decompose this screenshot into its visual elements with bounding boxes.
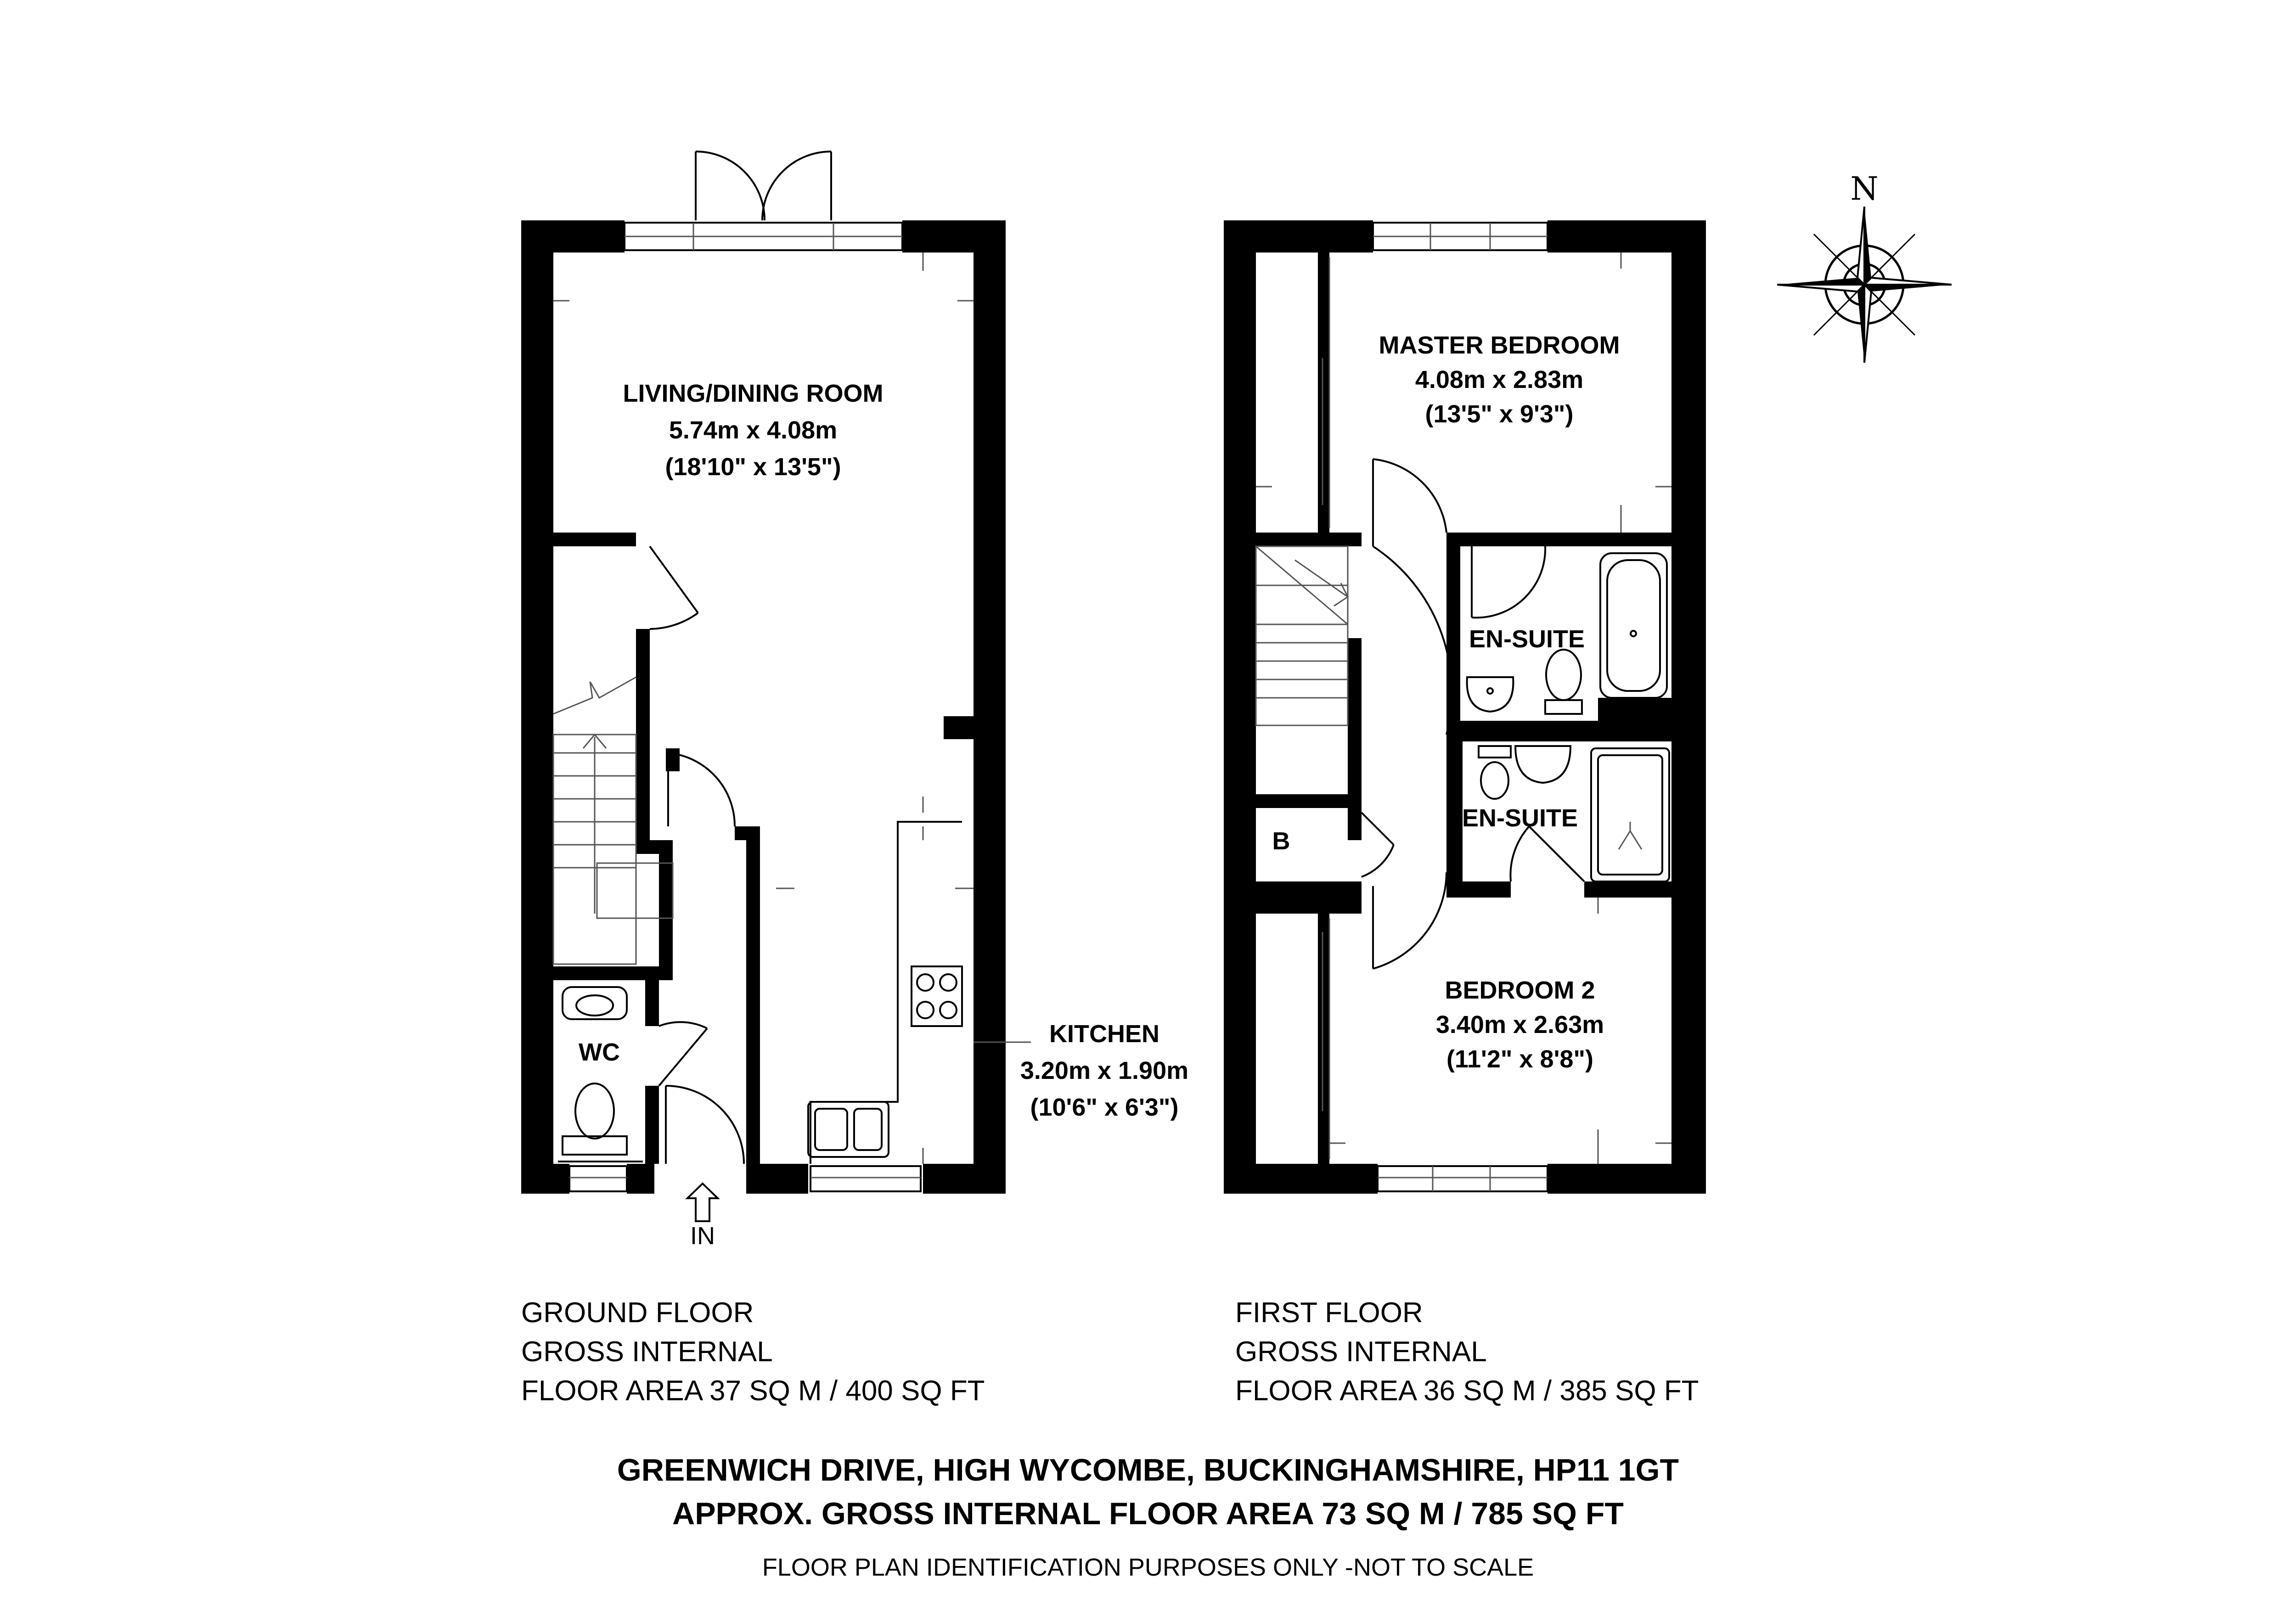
first-wall-cupboard-right — [1348, 808, 1362, 840]
bedroom2-window — [1378, 1166, 1548, 1191]
ground-outer-wall-right — [974, 220, 1006, 1194]
first-wall-ensuite1-top — [1446, 533, 1704, 546]
first-outer-wall-left — [1224, 220, 1256, 1194]
ground-outer-wall-left — [521, 220, 553, 1194]
entrance-label: IN — [690, 1222, 715, 1250]
first-wall-cupboard-top — [1224, 794, 1362, 808]
cupboard-b-door — [1362, 813, 1394, 877]
ensuite1-door — [1472, 546, 1545, 617]
kitchen-units — [808, 822, 962, 1191]
first-wall-stair-right — [1348, 638, 1362, 794]
ground-outer-wall-top-right — [902, 220, 1006, 253]
ground-outer-wall-bottom-a — [521, 1164, 569, 1194]
ground-staircase — [553, 677, 673, 964]
shower-icon — [1591, 748, 1669, 881]
sink-icon — [808, 1102, 889, 1157]
ground-floor-caption-line1: GROUND FLOOR — [521, 1297, 754, 1329]
internal-wall-wc-top — [521, 966, 673, 980]
kitchen-name: KITCHEN — [1049, 1020, 1159, 1048]
ground-outer-wall-top-left — [521, 220, 625, 253]
master-window — [1373, 223, 1548, 250]
first-wall-cupboard-bottom — [1224, 881, 1362, 900]
internal-wall-hall-kink — [735, 826, 760, 840]
master-door — [1373, 459, 1446, 546]
bedroom2-metric: 3.40m x 2.63m — [1435, 1011, 1604, 1038]
first-staircase — [1256, 546, 1348, 725]
internal-wall-stair-upper — [636, 629, 650, 854]
first-wall-wardrobe-master — [1318, 253, 1329, 533]
french-doors — [696, 152, 831, 220]
hob-icon — [912, 966, 962, 1026]
first-floor-caption-line3: FLOOR AREA 36 SQ M / 385 SQ FT — [1235, 1375, 1699, 1407]
ensuite2-door — [1510, 826, 1584, 881]
living-room-metric: 5.74m x 4.08m — [669, 416, 838, 444]
master-bedroom-imperial: (13'5" x 9'3") — [1425, 400, 1574, 428]
first-outer-wall-right — [1671, 220, 1706, 1194]
first-outer-wall-top-left — [1224, 220, 1373, 253]
first-wall-bed2-top-left — [1224, 900, 1362, 914]
internal-wall-hall-right — [746, 826, 760, 1166]
first-wall-ensuite1-bath-stub — [1598, 698, 1671, 721]
ground-floor-plan — [521, 152, 1188, 1250]
compass-rose-icon — [1777, 170, 1952, 363]
first-wall-ensuite2-left — [1446, 741, 1463, 893]
first-floor-caption-line1: FIRST FLOOR — [1235, 1297, 1423, 1329]
total-floor-area: APPROX. GROSS INTERNAL FLOOR AREA 73 SQ M / 785 SQ FT — [672, 1496, 1624, 1531]
front-door — [666, 1086, 744, 1164]
internal-wall-wc-right-low — [645, 1086, 659, 1164]
internal-wall-living-right-stub — [944, 716, 974, 739]
first-wall-ensuite2-bottom-right — [1584, 881, 1704, 898]
internal-wall-hall-left — [659, 854, 673, 973]
internal-wall-stair-landing — [636, 840, 673, 854]
disclaimer-note: FLOOR PLAN IDENTIFICATION PURPOSES ONLY -NOT TO SCALE — [762, 1554, 1534, 1581]
ground-outer-wall-bottom-d — [923, 1164, 1006, 1194]
basin-icon-2 — [1515, 746, 1570, 783]
ensuite1-name: EN-SUITE — [1469, 625, 1585, 653]
living-room-name: LIVING/DINING ROOM — [623, 380, 884, 407]
cupboard-door — [650, 546, 698, 629]
patio-window — [625, 223, 902, 250]
boiler-cupboard-label: B — [1272, 827, 1290, 855]
ground-outer-wall-bottom-c — [746, 1164, 808, 1194]
wc-door — [659, 1022, 707, 1086]
internal-wall-living-left — [521, 533, 636, 546]
master-bedroom-name: MASTER BEDROOM — [1379, 331, 1620, 359]
kitchen-metric: 3.20m x 1.90m — [1020, 1057, 1189, 1084]
first-wall-ensuite2-bottom-left — [1446, 881, 1511, 898]
first-wall-master-bottom-left — [1224, 533, 1362, 546]
internal-wall-wc-right — [645, 980, 659, 1026]
first-wall-bed2-wardrobe — [1318, 914, 1329, 1164]
ground-floor-caption-line3: FLOOR AREA 37 SQ M / 400 SQ FT — [521, 1375, 985, 1407]
wc-fixtures — [558, 987, 643, 1162]
bedroom2-name: BEDROOM 2 — [1445, 977, 1595, 1004]
bedroom2-imperial: (11'2" x 8'8") — [1446, 1045, 1594, 1073]
first-floor-plan — [1224, 220, 1706, 1194]
wc-window — [569, 1166, 627, 1191]
entrance-arrow — [687, 1184, 718, 1221]
wc-name: WC — [579, 1038, 620, 1066]
first-floor-caption-line2: GROSS INTERNAL — [1235, 1336, 1487, 1368]
first-outer-wall-bottom-left — [1224, 1164, 1378, 1194]
ensuite2-name: EN-SUITE — [1462, 804, 1578, 832]
first-outer-wall-bottom-right — [1548, 1164, 1706, 1194]
compass-north-label: N — [1850, 170, 1879, 208]
bath-icon — [1600, 553, 1667, 698]
master-bedroom-metric: 4.08m x 2.83m — [1415, 366, 1584, 393]
first-outer-wall-top-right — [1548, 220, 1706, 253]
first-wall-ensuite-divider — [1446, 721, 1704, 741]
property-address: GREENWICH DRIVE, HIGH WYCOMBE, BUCKINGHAMSHIRE, HP11 1GT — [617, 1453, 1679, 1487]
toilet-icon-2 — [1481, 762, 1508, 799]
toilet-icon — [1546, 650, 1581, 700]
ground-outer-wall-bottom-b — [627, 1164, 654, 1194]
ground-floor-caption-line2: GROSS INTERNAL — [521, 1336, 773, 1368]
first-wall-ensuite1-left — [1446, 533, 1460, 735]
living-room-imperial: (18'10" x 13'5") — [665, 453, 841, 481]
landing-curve — [1373, 546, 1452, 969]
kitchen-imperial: (10'6" x 6'3") — [1030, 1094, 1179, 1121]
